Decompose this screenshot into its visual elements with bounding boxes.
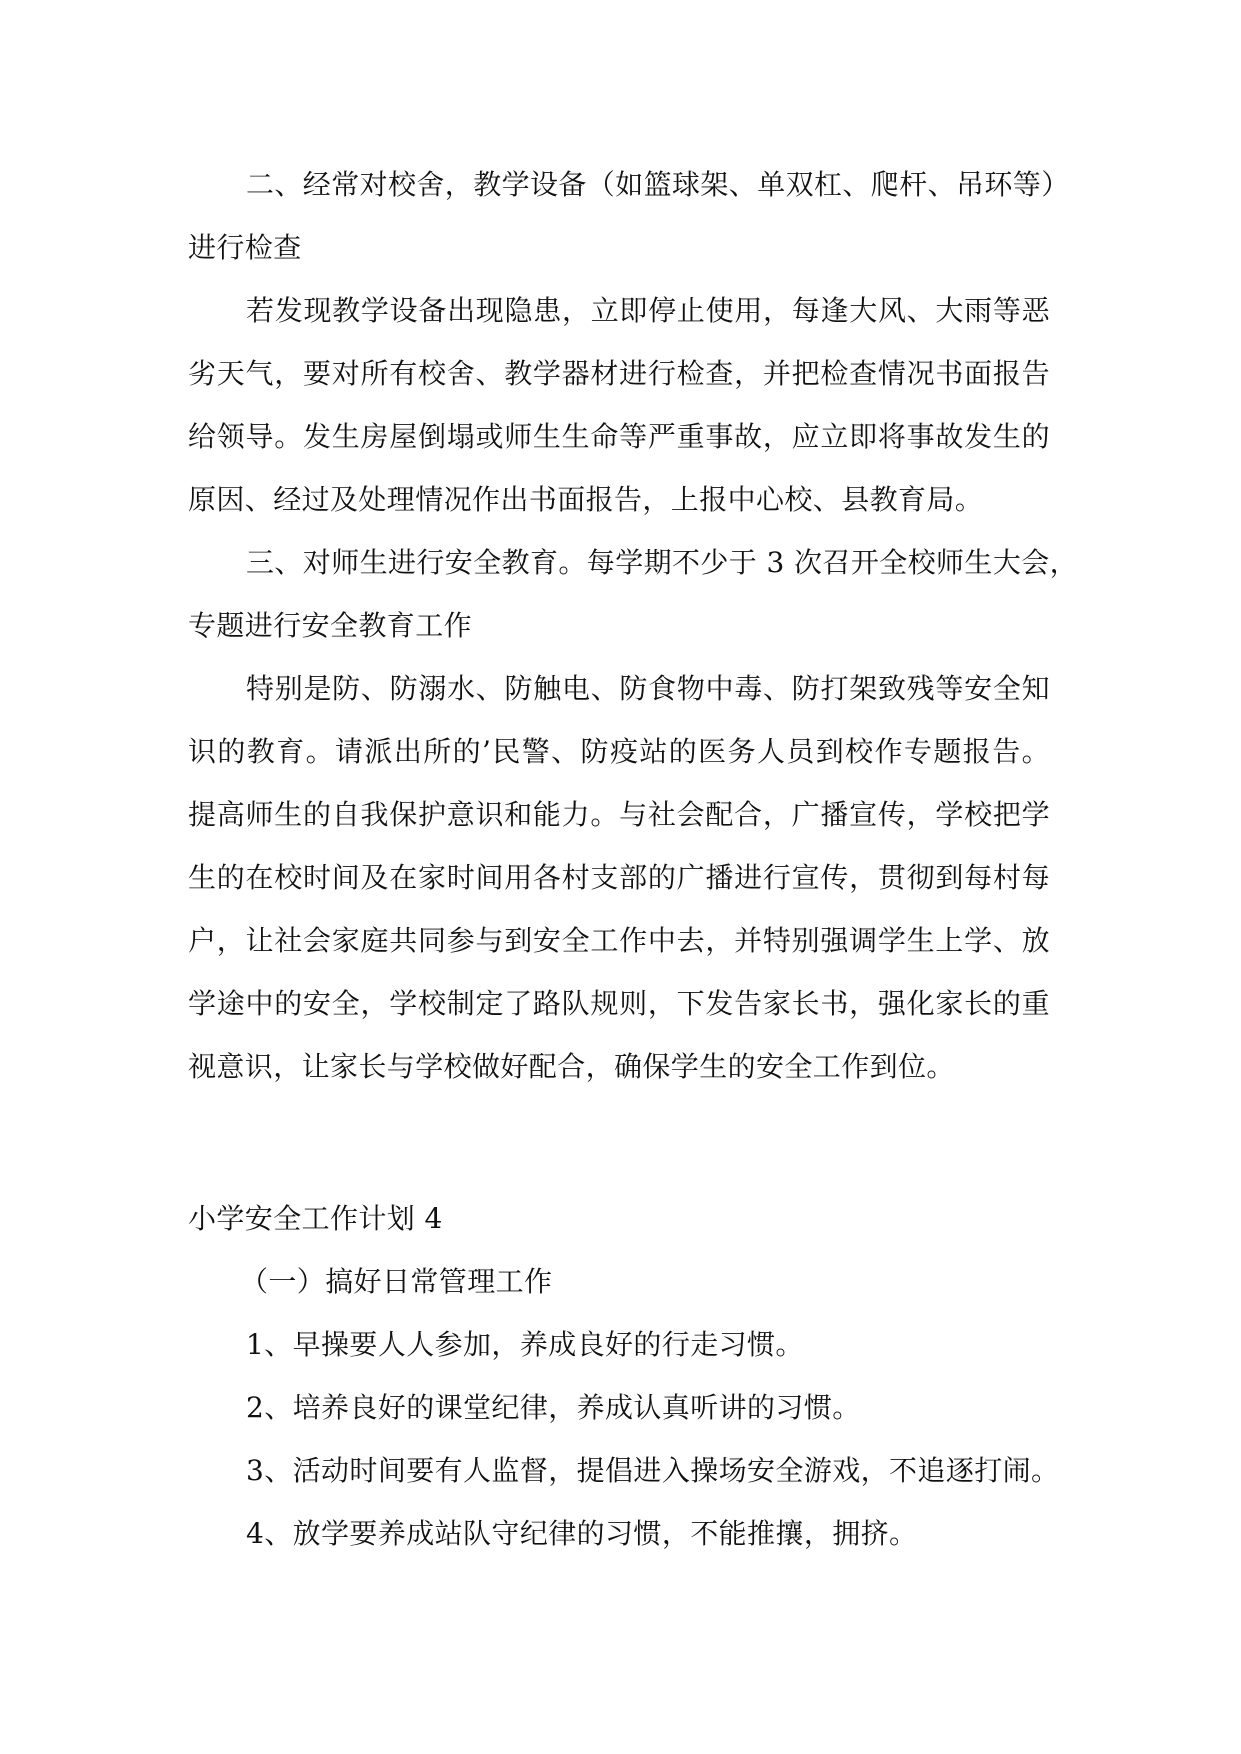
plan-list-item: 1、早操要人人参加，养成良好的行走习惯。 (246, 1328, 804, 1361)
paragraph-line: 视意识，让家长与学校做好配合，确保学生的安全工作到位。 (188, 1050, 955, 1083)
paragraph-line: 提高师生的自我保护意识和能力。与社会配合，广播宣传，学校把学 (188, 798, 1050, 831)
paragraph-line: 学途中的安全，学校制定了路队规则，下发告家长书，强化家长的重 (188, 987, 1050, 1020)
paragraph-line: 劣天气，要对所有校舍、教学器材进行检查，并把检查情况书面报告 (188, 357, 1050, 390)
plan-subheading: （一）搞好日常管理工作 (240, 1265, 553, 1298)
paragraph-line: 户，让社会家庭共同参与到安全工作中去，并特别强调学生上学、放 (188, 924, 1050, 957)
paragraph-line: 给领导。发生房屋倒塌或师生生命等严重事故，应立即将事故发生的 (188, 420, 1050, 453)
paragraph-line: 若发现教学设备出现隐患，立即停止使用，每逢大风、大雨等恶 (246, 294, 1050, 327)
plan-list-item: 4、放学要养成站队守纪律的习惯，不能推攘，拥挤。 (246, 1517, 918, 1550)
paragraph-line: 识的教育。请派出所的’民警、防疫站的医务人员到校作专题报告。 (188, 735, 1050, 768)
paragraph-line: 特别是防、防溺水、防触电、防食物中毒、防打架致残等安全知 (246, 672, 1050, 705)
plan-list-item: 2、培养良好的课堂纪律，养成认真听讲的习惯。 (246, 1391, 861, 1424)
section-heading-line: 进行检查 (188, 231, 302, 264)
plan-title: 小学安全工作计划 4 (188, 1202, 443, 1235)
paragraph-line: 生的在校时间及在家时间用各村支部的广播进行宣传，贯彻到每村每 (188, 861, 1050, 894)
paragraph-line: 原因、经过及处理情况作出书面报告，上报中心校、县教育局。 (188, 483, 984, 516)
section-heading-line: 二、经常对校舍，教学设备（如篮球架、单双杠、爬杆、吊环等） (246, 168, 1070, 201)
section-heading-line: 三、对师生进行安全教育。每学期不少于 3 次召开全校师生大会， (246, 546, 1079, 579)
section-heading-line: 专题进行安全教育工作 (188, 609, 473, 642)
plan-list-item: 3、活动时间要有人监督，提倡进入操场安全游戏，不追逐打闹。 (246, 1454, 1060, 1487)
